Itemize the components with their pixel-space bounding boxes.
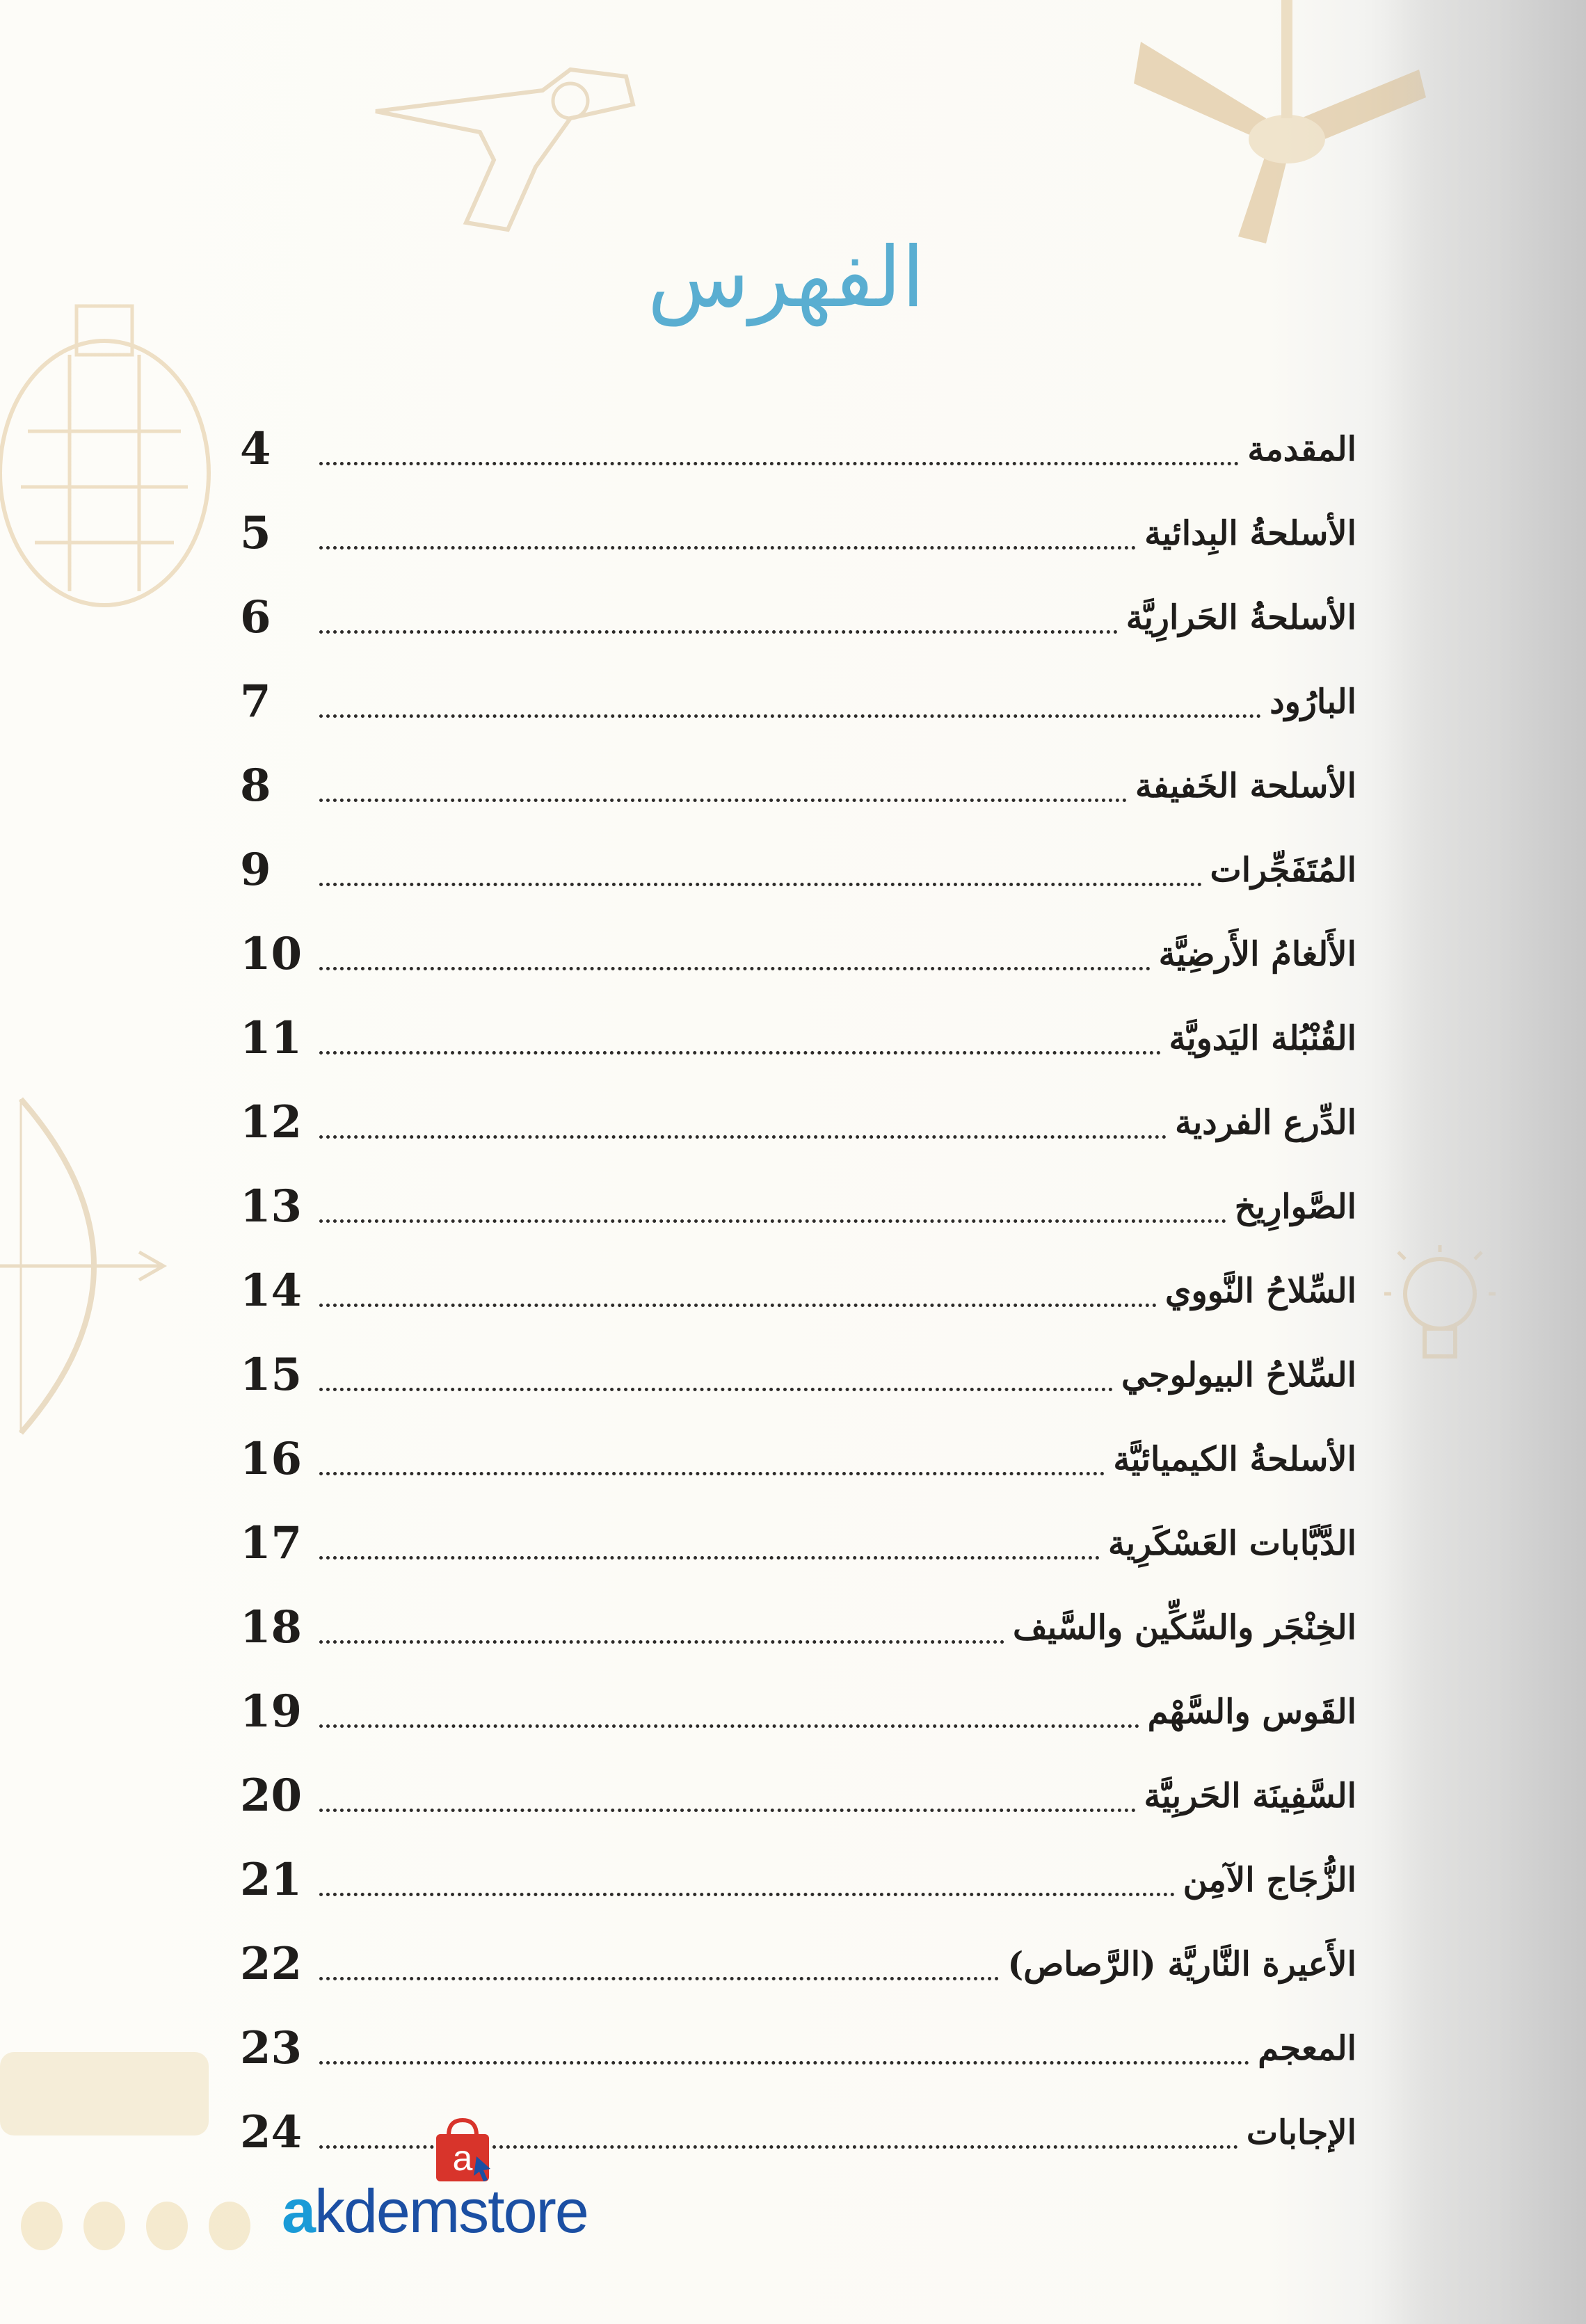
toc-leader-dots (319, 876, 1202, 886)
toc-page-number: 5 (240, 507, 271, 559)
grenade-icon (0, 264, 223, 626)
bow-and-arrow-icon (0, 1085, 181, 1447)
toc-row (240, 1080, 1356, 1164)
toc-leader-dots (319, 539, 1136, 550)
toc-leader-dots (319, 1381, 1113, 1391)
toc-label: الأسلحةُ البِدائية (1144, 513, 1356, 553)
shopping-bag-icon (428, 2115, 497, 2184)
toc-page-number: 19 (240, 1685, 303, 1738)
toc-label: الأَلغامُ الأَرضِيَّة (1158, 934, 1356, 974)
toc-page-number: 23 (240, 2022, 303, 2074)
toc-page-number: 20 (240, 1770, 303, 1822)
toc-row (240, 575, 1356, 659)
toc-leader-dots (319, 1465, 1105, 1475)
toc-label: المقدمة (1247, 429, 1356, 469)
toc-row (240, 659, 1356, 744)
toc-leader-dots (319, 2054, 1249, 2065)
toc-leader-dots (319, 1717, 1139, 1728)
toc-label: السَّفِينَة الحَربِيَّة (1144, 1776, 1356, 1816)
toc-page-number: 8 (240, 760, 271, 812)
toc-leader-dots (319, 1128, 1167, 1139)
toc-leader-dots (319, 1633, 1004, 1644)
toc-row (240, 491, 1356, 575)
logo-wordmark-rest: kdemstore (314, 2177, 588, 2245)
toc-row (240, 744, 1356, 828)
page-title: الفهرس (647, 230, 925, 326)
toc-leader-dots (319, 1212, 1226, 1223)
toc-page-number: 9 (240, 844, 271, 896)
toc-row (240, 1417, 1356, 1501)
toc-label: البارُود (1269, 682, 1356, 721)
toc-leader-dots (319, 623, 1118, 634)
toc-page-number: 4 (240, 423, 271, 475)
page-spine-shadow (1384, 0, 1586, 2324)
toc-row (240, 407, 1356, 491)
revolver-icon (362, 28, 654, 237)
toc-page-number: 17 (240, 1517, 303, 1569)
toc-row (240, 1164, 1356, 1249)
toc-leader-dots (319, 960, 1151, 970)
toc-label: السِّلاحُ النَّووي (1164, 1271, 1356, 1311)
toc-row (240, 1585, 1356, 1669)
toc-leader-dots (319, 455, 1239, 465)
toc-leader-dots (319, 1549, 1100, 1560)
toc-page-number: 7 (240, 675, 271, 728)
toc-row (240, 912, 1356, 996)
toc-row (240, 2006, 1356, 2090)
toc-page-number: 15 (240, 1349, 303, 1401)
toc-label: المعجم (1258, 2028, 1356, 2068)
toc-label: الأسلحةُ الحَرارِيَّة (1126, 598, 1356, 637)
toc-page-number: 18 (240, 1601, 303, 1653)
toc-label: الأسلحةُ الكيميائيَّة (1113, 1439, 1356, 1479)
toc-label: الزُّجَاج الآمِن (1183, 1860, 1356, 1900)
table-of-contents (240, 407, 1356, 2174)
toc-row (240, 1249, 1356, 1333)
toc-label: الصَّوارِيخ (1234, 1187, 1356, 1226)
logo-bag-letter: a (452, 2138, 473, 2179)
toc-page-number: 13 (240, 1180, 303, 1233)
akdemstore-logo (282, 2115, 657, 2254)
toc-label: الدَّبَّابات العَسْكَرِية (1107, 1523, 1356, 1563)
toc-leader-dots (319, 1297, 1157, 1307)
toc-leader-dots (319, 1044, 1161, 1055)
toc-label: السِّلاحُ البيولوجي (1121, 1355, 1356, 1395)
toc-page-number: 10 (240, 928, 303, 980)
toc-label: الخِنْجَر والسِّكِّين والسَّيف (1013, 1608, 1356, 1647)
toc-row (240, 1838, 1356, 1922)
toc-page-number: 12 (240, 1096, 303, 1148)
toc-label: المُتَفَجِّرات (1210, 850, 1356, 890)
toc-row (240, 1501, 1356, 1585)
toc-row (240, 828, 1356, 912)
toc-row (240, 1333, 1356, 1417)
toc-page-number: 6 (240, 591, 271, 643)
toc-page-number: 14 (240, 1265, 303, 1317)
toc-page-number: 24 (240, 2106, 303, 2158)
toc-page-number: 11 (240, 1012, 303, 1064)
logo-wordmark (282, 2176, 588, 2247)
toc-leader-dots (319, 792, 1127, 802)
toc-leader-dots (319, 1802, 1136, 1812)
toc-row (240, 1754, 1356, 1838)
toc-label: الإجابات (1246, 2113, 1356, 2152)
toc-row (240, 1669, 1356, 1754)
toc-row (240, 1922, 1356, 2006)
toc-leader-dots (319, 1886, 1175, 1896)
toc-page-number: 22 (240, 1938, 303, 1990)
toc-leader-dots (319, 1970, 999, 1980)
toc-label: الدِّرع الفردية (1175, 1103, 1356, 1142)
toc-leader-dots (319, 707, 1261, 718)
toc-page-number: 21 (240, 1854, 303, 1906)
ceiling-fan-icon (1127, 0, 1426, 250)
toc-row (240, 996, 1356, 1080)
toc-page-number: 16 (240, 1433, 303, 1485)
toc-label: الأسلحة الخَفيفة (1135, 766, 1356, 806)
toc-label: القَوس والسَّهْم (1147, 1692, 1356, 1731)
toc-label: القُنْبُلة اليَدويَّة (1169, 1018, 1356, 1058)
logo-mark-letter: a (282, 2177, 314, 2245)
toc-label: الأَعيرة النَّاريَّة (الرَّصاص) (1007, 1944, 1356, 1984)
